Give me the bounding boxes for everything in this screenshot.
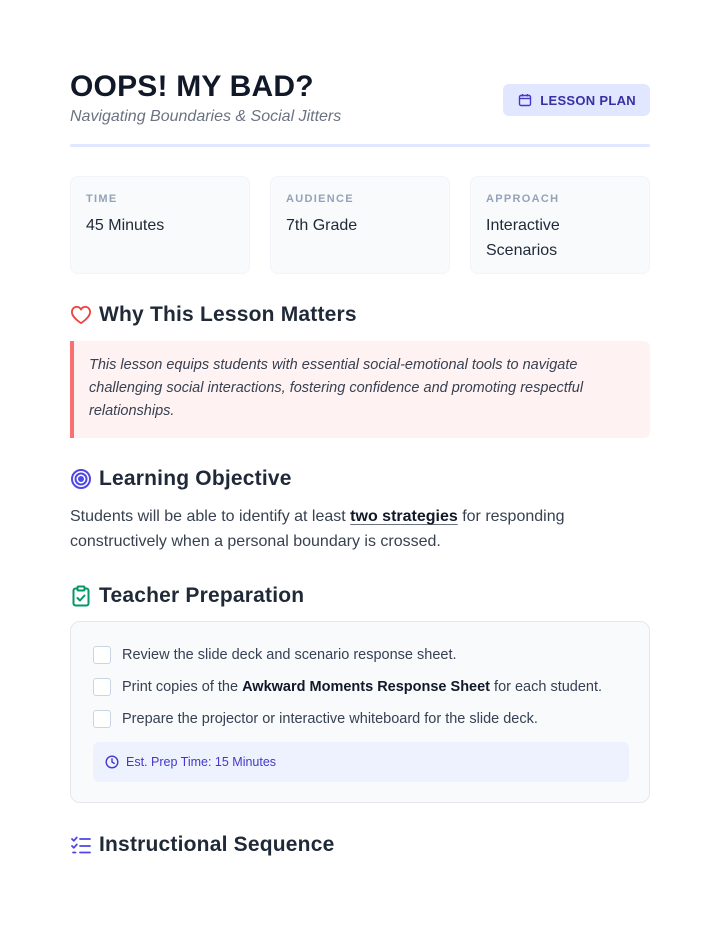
prep-item-text-bold: Awkward Moments Response Sheet bbox=[242, 679, 491, 695]
target-icon bbox=[70, 468, 92, 490]
prep-item bbox=[93, 646, 457, 664]
info-card-value: 45 Minutes bbox=[86, 217, 165, 234]
section-heading: Instructional Sequence bbox=[99, 833, 335, 856]
section-heading: Why This Lesson Matters bbox=[99, 303, 357, 326]
why-text: This lesson equips students with essential social-emotional tools to navigate challenging social interactions, fostering confidence and promoting respectful relationships. bbox=[89, 357, 584, 419]
prep-time-text: Est. Prep Time: 15 Minutes bbox=[126, 755, 277, 769]
prep-item-text-after: for each student. bbox=[490, 679, 603, 695]
clock-icon bbox=[105, 755, 119, 769]
info-card-approach bbox=[470, 176, 650, 274]
heart-icon bbox=[70, 304, 92, 326]
prep-heading bbox=[70, 584, 304, 608]
objective-text bbox=[70, 504, 630, 554]
section-heading: Learning Objective bbox=[99, 467, 292, 490]
header bbox=[70, 68, 650, 148]
prep-panel bbox=[70, 621, 650, 803]
prep-checkbox[interactable] bbox=[93, 710, 111, 728]
why-callout bbox=[70, 341, 650, 438]
objective-text-before: Students will be able to identify at least bbox=[70, 508, 351, 525]
prep-item bbox=[93, 678, 602, 696]
prep-item-text-before: Print copies of the bbox=[122, 679, 243, 695]
page-subtitle: Navigating Boundaries & Social Jitters bbox=[70, 108, 342, 125]
info-card-label: APPROACH bbox=[486, 193, 560, 205]
info-card-value: 7th Grade bbox=[286, 217, 358, 234]
prep-time-note bbox=[93, 742, 629, 782]
badge-label: LESSON PLAN bbox=[540, 92, 636, 108]
prep-item bbox=[93, 710, 538, 728]
info-cards bbox=[70, 176, 650, 274]
prep-checkbox[interactable] bbox=[93, 678, 111, 696]
info-card-value: Interactive Scenarios bbox=[486, 217, 560, 259]
prep-item-text bbox=[122, 679, 602, 695]
sequence-heading bbox=[70, 833, 334, 857]
header-divider bbox=[70, 144, 650, 147]
objective-emphasis: two strategies bbox=[350, 508, 458, 525]
info-card-audience bbox=[270, 176, 450, 274]
objective-text-after: for responding constructively when a personal boundary is crossed. bbox=[70, 508, 565, 550]
list-check-icon bbox=[70, 834, 92, 856]
why-heading bbox=[70, 303, 357, 327]
objective-heading bbox=[70, 467, 292, 491]
prep-item-text-before: Prepare the projector or interactive whiteboard for the slide deck. bbox=[122, 711, 538, 727]
prep-item-text bbox=[122, 647, 457, 663]
prep-item-text-before: Review the slide deck and scenario response sheet. bbox=[122, 647, 457, 663]
info-card-label: AUDIENCE bbox=[286, 193, 354, 205]
calendar-icon bbox=[517, 92, 533, 108]
section-heading: Teacher Preparation bbox=[99, 584, 305, 607]
info-card-time bbox=[70, 176, 250, 274]
prep-checkbox[interactable] bbox=[93, 646, 111, 664]
prep-item-text bbox=[122, 711, 538, 727]
info-card-label: TIME bbox=[86, 193, 118, 205]
clipboard-check-icon bbox=[70, 585, 92, 607]
page-title: OOPS! MY BAD? bbox=[70, 70, 314, 103]
lesson-plan-badge bbox=[503, 84, 650, 116]
